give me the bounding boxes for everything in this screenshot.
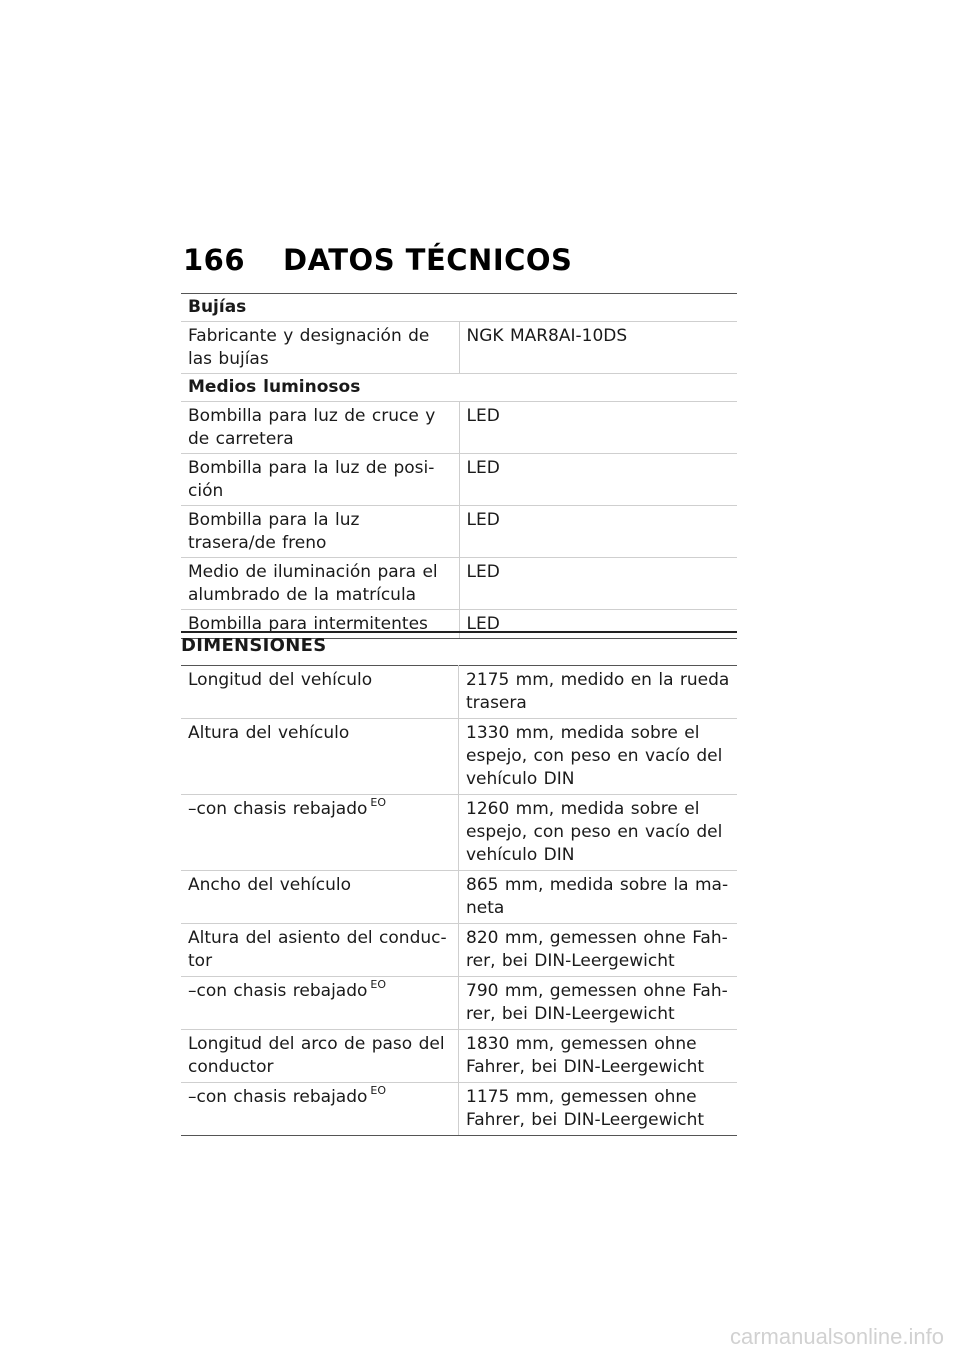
section-heading-lighting: Medios luminosos [181, 374, 737, 402]
spark-lighting-table [181, 293, 737, 639]
row-value: 1175 mm, gemessen ohne Fahrer, bei DIN-Leergewicht [459, 1083, 738, 1136]
page-title: DATOS TÉCNICOS [283, 243, 573, 277]
row-value: 820 mm, gemessen ohne Fah-rer, bei DIN-Leergewicht [459, 924, 738, 977]
watermark-text: carmanualsonline.info [729, 1324, 944, 1349]
row-label: Medio de iluminación para el alumbrado de la matrícula [181, 558, 459, 610]
table-row [181, 558, 737, 610]
row-label-sub [181, 977, 459, 1030]
row-label: Bombilla para luz de cruce y de carretera [181, 402, 459, 454]
dimensions-table [181, 665, 737, 1136]
row-label: Longitud del vehículo [181, 666, 459, 719]
table-row [181, 795, 737, 871]
row-label-sub [181, 795, 459, 871]
row-label: Longitud del arco de paso del conductor [181, 1030, 459, 1083]
table-row [181, 322, 737, 374]
row-label: Altura del vehículo [181, 719, 459, 795]
page-header [183, 243, 572, 277]
table-row [181, 977, 737, 1030]
row-label-text: –con chasis rebajado [188, 981, 368, 1001]
row-value: 1330 mm, medida sobre el espejo, con peso en vacío del vehículo DIN [459, 719, 738, 795]
row-value: 1830 mm, gemessen ohne Fahrer, bei DIN-Leergewicht [459, 1030, 738, 1083]
row-value: LED [459, 558, 737, 610]
row-value: LED [459, 402, 737, 454]
row-label: Altura del asiento del conduc-tor [181, 924, 459, 977]
row-value: LED [459, 506, 737, 558]
section-row [181, 374, 737, 402]
row-value: 790 mm, gemessen ohne Fah-rer, bei DIN-Leergewicht [459, 977, 738, 1030]
section-heading-spark-plugs: Bujías [181, 294, 737, 322]
row-label: Bombilla para intermitentes [181, 610, 459, 639]
table-row [181, 402, 737, 454]
row-label-sub [181, 1083, 459, 1136]
row-label: Bombilla para la luz trasera/de freno [181, 506, 459, 558]
dimensions-table-wrap [181, 665, 737, 1136]
table-row [181, 666, 737, 719]
table-row [181, 506, 737, 558]
row-label: Bombilla para la luz de posi-ción [181, 454, 459, 506]
table-row [181, 924, 737, 977]
row-value: LED [459, 454, 737, 506]
row-value: NGK MAR8AI-10DS [459, 322, 737, 374]
row-value: 865 mm, medida sobre la ma-neta [459, 871, 738, 924]
row-label: Ancho del vehículo [181, 871, 459, 924]
table-row [181, 1030, 737, 1083]
eo-superscript: EO [370, 796, 387, 809]
row-value: 2175 mm, medido en la rueda trasera [459, 666, 738, 719]
table-row [181, 1083, 737, 1136]
page-number: 166 [183, 243, 246, 277]
table-row [181, 454, 737, 506]
section-row [181, 294, 737, 322]
tech-table-upper [181, 293, 737, 639]
row-label-text: –con chasis rebajado [188, 1087, 368, 1107]
eo-superscript: EO [370, 978, 387, 991]
row-value: 1260 mm, medida sobre el espejo, con peso en vacío del vehículo DIN [459, 795, 738, 871]
row-label-text: –con chasis rebajado [188, 799, 368, 819]
row-label: Fabricante y designación de las bujías [181, 322, 459, 374]
table-row [181, 719, 737, 795]
eo-superscript: EO [370, 1084, 387, 1097]
row-value: LED [459, 610, 737, 639]
table-row [181, 871, 737, 924]
section-title-dimensions: DIMENSIONES [181, 631, 737, 666]
